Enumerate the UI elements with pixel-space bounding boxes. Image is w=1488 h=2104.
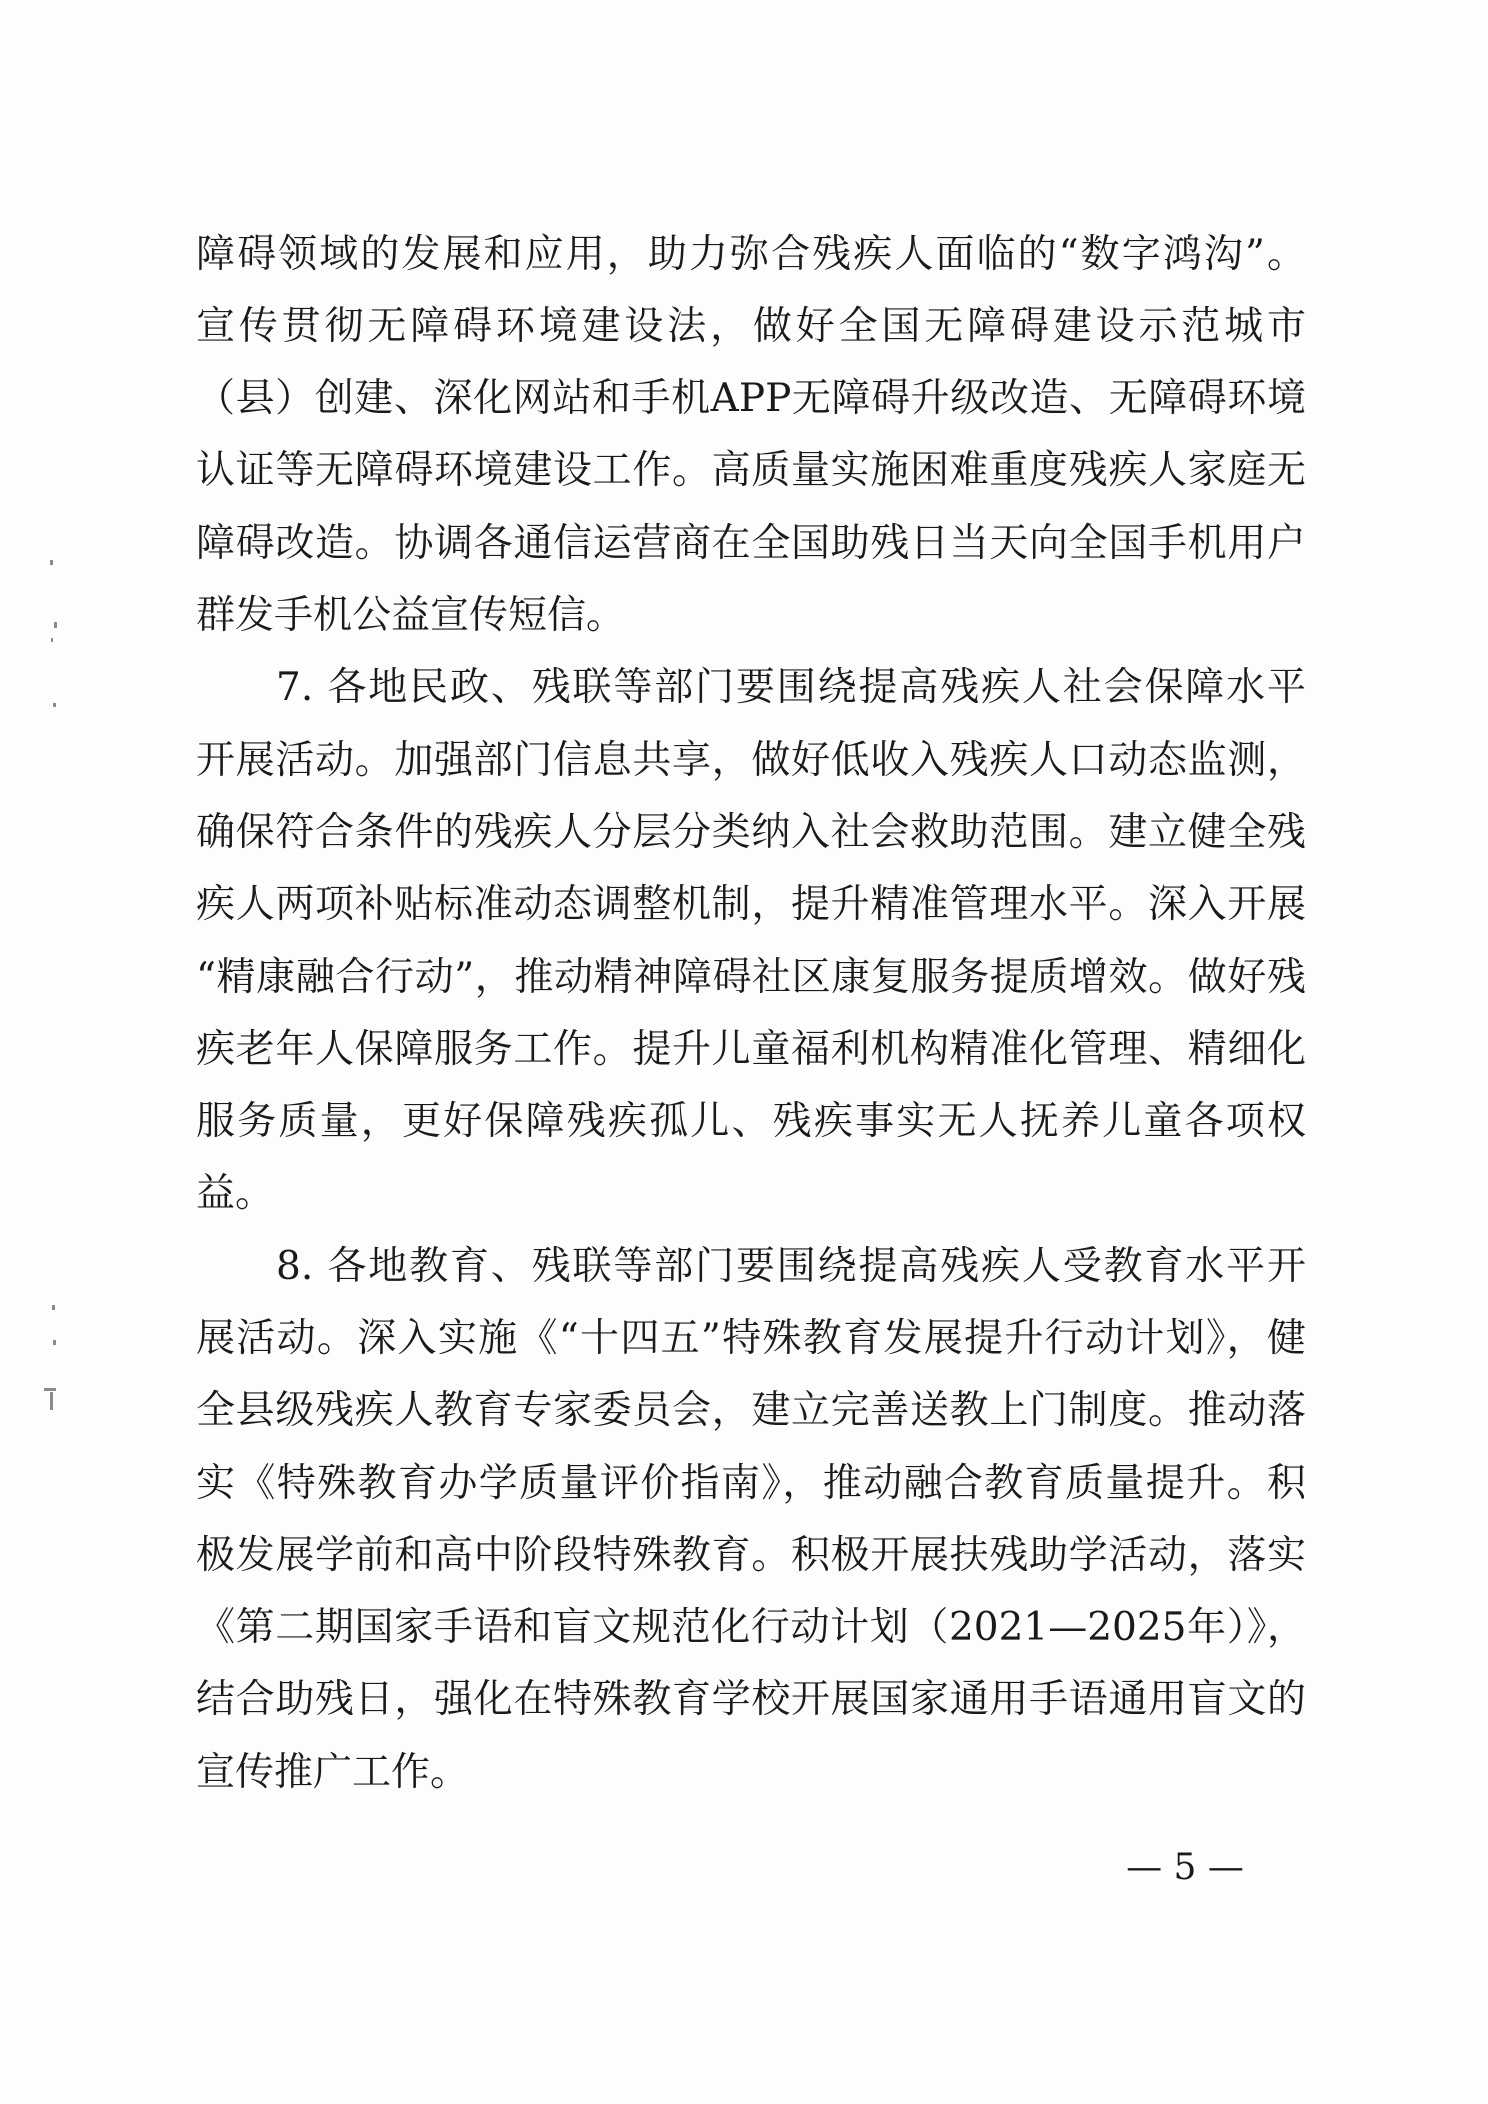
paragraph-line: 疾老年人保障服务工作。提升儿童福利机构精准化管理、精细化: [196, 1027, 1306, 1072]
paragraph-line: 宣传贯彻无障碍环境建设法，做好全国无障碍建设示范城市: [196, 304, 1306, 349]
paragraph-line: 结合助残日，强化在特殊教育学校开展国家通用手语通用盲文的: [196, 1677, 1306, 1722]
scan-mark: [51, 638, 53, 642]
paragraph-line: 认证等无障碍环境建设工作。高质量实施困难重度残疾人家庭无: [196, 448, 1306, 493]
scan-mark: [53, 1340, 56, 1345]
paragraph-line: 实《特殊教育办学质量评价指南》，推动融合教育质量提升。积: [196, 1461, 1306, 1506]
paragraph-line: “精康融合行动”，推动精神障碍社区康复服务提质增效。做好残: [196, 955, 1306, 1000]
paragraph-line: 群发手机公益宣传短信。: [196, 593, 626, 638]
scan-mark: [50, 1392, 53, 1410]
paragraph-line: 《第二期国家手语和盲文规范化行动计划（2021—2025年）》，: [196, 1605, 1306, 1650]
paragraph-line: 服务质量，更好保障残疾孤儿、残疾事实无人抚养儿童各项权: [196, 1099, 1306, 1144]
paragraph-line: 确保符合条件的残疾人分层分类纳入社会救助范围。建立健全残: [196, 810, 1306, 855]
paragraph-line: 益。: [196, 1171, 275, 1216]
scan-mark: [50, 560, 53, 565]
paragraph-line: 极发展学前和高中阶段特殊教育。积极开展扶残助学活动，落实: [196, 1533, 1306, 1578]
paragraph-line: 障碍领域的发展和应用，助力弥合残疾人面临的“数字鸿沟”。: [196, 232, 1306, 277]
scan-mark: [52, 1305, 55, 1310]
paragraph-line: 全县级残疾人教育专家委员会，建立完善送教上门制度。推动落: [196, 1388, 1306, 1433]
paragraph-line: 疾人两项补贴标准动态调整机制，提升精准管理水平。深入开展: [196, 882, 1306, 927]
paragraph-line: 7. 各地民政、残联等部门要围绕提高残疾人社会保障水平: [276, 665, 1306, 710]
scan-mark: [44, 1388, 56, 1391]
paragraph-line: 展活动。深入实施《“十四五”特殊教育发展提升行动计划》，健: [196, 1316, 1306, 1361]
scan-mark: [53, 703, 56, 707]
page-number: — 5 —: [1126, 1847, 1244, 1888]
paragraph-line: 开展活动。加强部门信息共享，做好低收入残疾人口动态监测，: [196, 738, 1306, 783]
paragraph-line: 8. 各地教育、残联等部门要围绕提高残疾人受教育水平开: [276, 1244, 1306, 1289]
paragraph-line: （县）创建、深化网站和手机APP无障碍升级改造、无障碍环境: [196, 376, 1306, 421]
paragraph-line: 障碍改造。协调各通信运营商在全国助残日当天向全国手机用户: [196, 521, 1306, 566]
scan-mark: [54, 622, 57, 628]
paragraph-line: 宣传推广工作。: [196, 1750, 470, 1795]
